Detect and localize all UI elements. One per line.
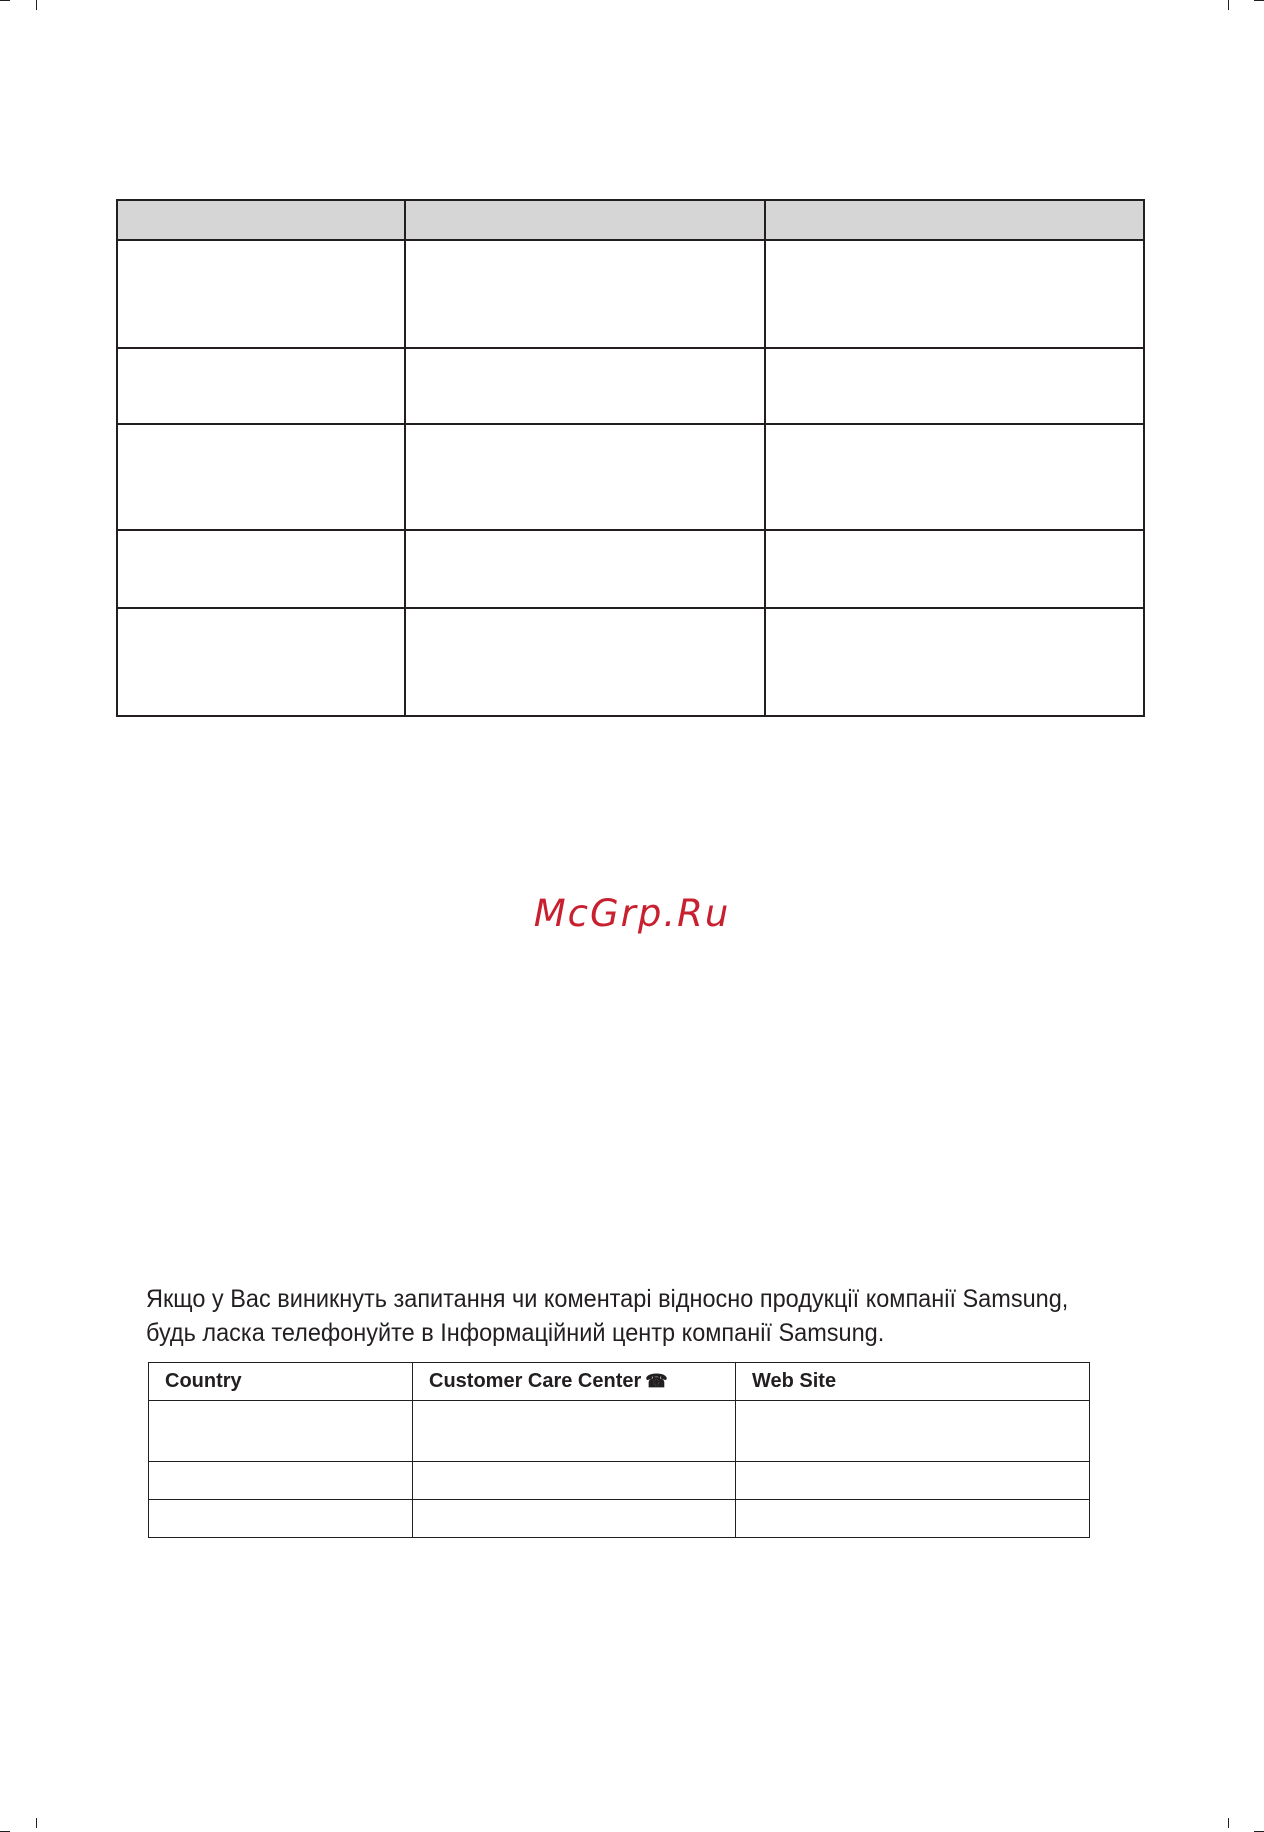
table-cell: [405, 608, 765, 716]
crop-mark-bottom-left: [36, 1818, 37, 1828]
column-header-web-site: [736, 1363, 1090, 1401]
table-cell: [413, 1500, 736, 1538]
column-header-country: [149, 1363, 413, 1401]
table-row: [149, 1462, 1090, 1500]
contact-line-2: будь ласка телефонуйте в Інформаційний центр компанії Samsung.: [146, 1319, 885, 1347]
phone-icon: ☎: [645, 1371, 668, 1391]
table-cell: [765, 608, 1144, 716]
top-table-header-cell: [765, 200, 1144, 240]
table-row: [117, 424, 1144, 530]
contact-table-header-row: [149, 1363, 1090, 1401]
top-table-header-cell: [405, 200, 765, 240]
table-cell: [765, 530, 1144, 608]
watermark: McGrp.Ru: [533, 892, 731, 935]
table-cell: [405, 240, 765, 348]
contact-line-1: Якщо у Вас виникнуть запитання чи коментарі відносно продукції компанії Samsung,: [146, 1285, 1069, 1313]
table-row: [149, 1401, 1090, 1462]
table-cell: [117, 240, 405, 348]
column-header-care-center-label: Customer Care Center: [429, 1370, 642, 1392]
table-cell: [413, 1401, 736, 1462]
column-header-country-label: Country: [165, 1370, 242, 1392]
table-row: [149, 1500, 1090, 1538]
table-row: [117, 240, 1144, 348]
table-cell: [149, 1500, 413, 1538]
contact-table: [148, 1362, 1090, 1538]
table-row: [117, 608, 1144, 716]
top-table-header-cell: [117, 200, 405, 240]
table-cell: [765, 424, 1144, 530]
table-cell: [149, 1401, 413, 1462]
crop-mark-top-left-h: [0, 0, 10, 1]
table-cell: [405, 348, 765, 424]
crop-mark-top-right: [1228, 0, 1229, 10]
table-cell: [736, 1500, 1090, 1538]
contact-paragraph: [146, 1282, 1086, 1350]
top-table: [116, 199, 1145, 717]
table-cell: [405, 530, 765, 608]
table-cell: [405, 424, 765, 530]
table-cell: [149, 1462, 413, 1500]
table-cell: [765, 240, 1144, 348]
table-cell: [117, 424, 405, 530]
table-cell: [117, 348, 405, 424]
column-header-web-site-label: Web Site: [752, 1370, 837, 1392]
crop-mark-top-left: [36, 0, 37, 10]
table-row: [117, 348, 1144, 424]
table-cell: [413, 1462, 736, 1500]
crop-mark-bottom-right: [1228, 1818, 1229, 1828]
table-cell: [736, 1462, 1090, 1500]
column-header-care-center: [413, 1363, 736, 1401]
table-row: [117, 530, 1144, 608]
crop-mark-top-right-h: [1254, 0, 1264, 1]
top-table-header-row: [117, 200, 1144, 240]
table-cell: [117, 530, 405, 608]
table-cell: [765, 348, 1144, 424]
table-cell: [117, 608, 405, 716]
table-cell: [736, 1401, 1090, 1462]
